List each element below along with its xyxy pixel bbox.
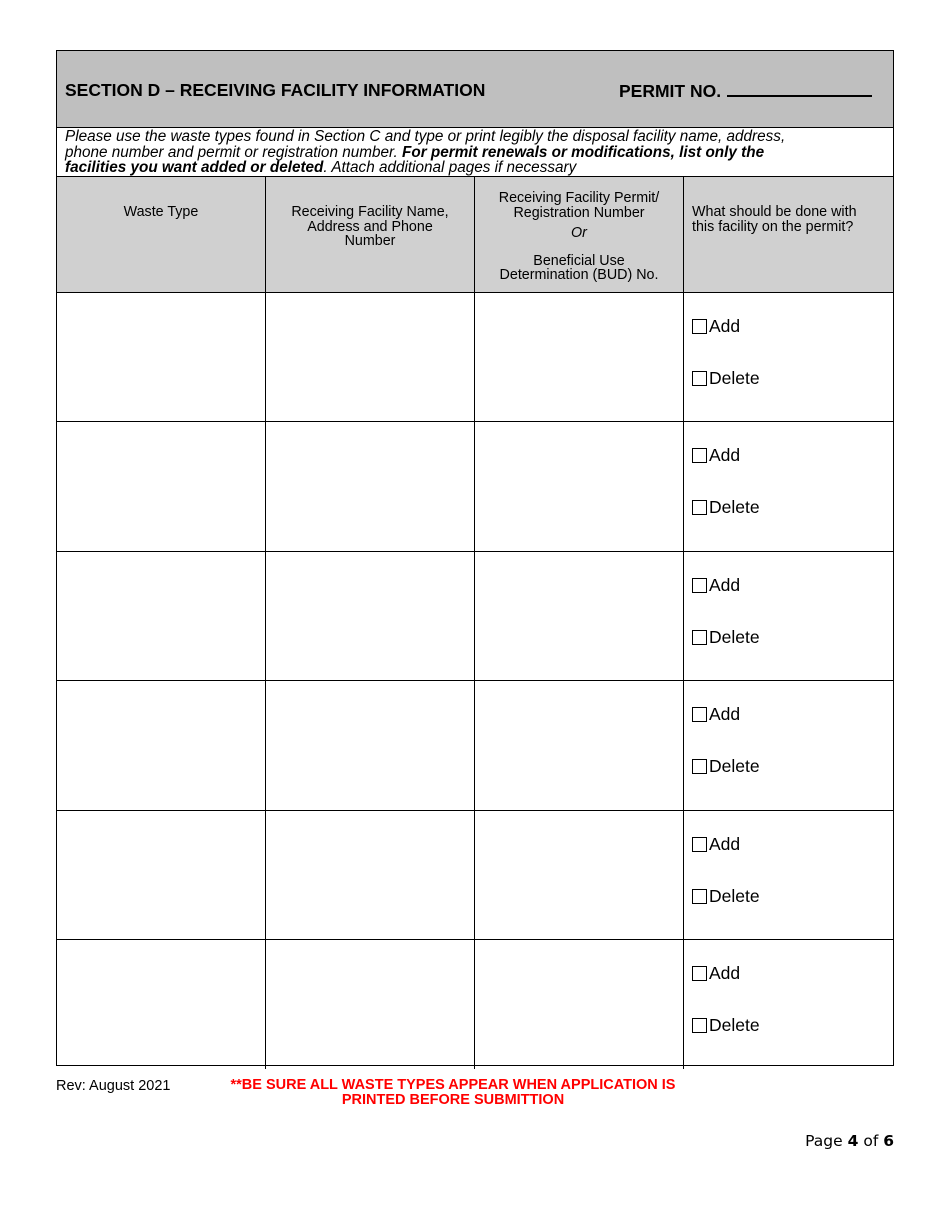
- instructions-line-1: Please use the waste types found in Section C and type or print legibly the disposal facility name, address,: [65, 128, 786, 145]
- action-cell: [684, 422, 893, 550]
- delete-checkbox[interactable]: [692, 630, 707, 645]
- add-label: Add: [709, 445, 741, 466]
- waste-type-cell[interactable]: [57, 811, 266, 939]
- delete-label: Delete: [709, 497, 760, 518]
- facility-name-cell[interactable]: [266, 422, 475, 550]
- add-option[interactable]: [692, 963, 740, 984]
- add-checkbox[interactable]: [692, 319, 707, 334]
- page-current: 4: [847, 1132, 859, 1150]
- header-facility-name: [266, 177, 475, 292]
- add-checkbox[interactable]: [692, 578, 707, 593]
- submission-warning-line-1: **BE SURE ALL WASTE TYPES APPEAR WHEN APPLICATION IS: [230, 1077, 676, 1093]
- section-d-form: [56, 50, 894, 1066]
- header-facility-name-line-2: Address and Phone: [307, 218, 433, 235]
- instructions-line-3: [65, 160, 887, 176]
- facility-name-cell[interactable]: [266, 681, 475, 809]
- add-option[interactable]: [692, 316, 740, 337]
- action-cell: [684, 293, 893, 421]
- instructions: [65, 129, 887, 176]
- page-prefix: Page: [805, 1132, 848, 1150]
- instructions-line-3-emphasis: facilities you want added or deleted: [65, 159, 324, 176]
- instructions-line-2: [65, 145, 887, 161]
- waste-type-cell[interactable]: [57, 422, 266, 550]
- permit-number-field[interactable]: [619, 80, 872, 102]
- add-label: Add: [709, 833, 741, 854]
- section-title: SECTION D – RECEIVING FACILITY INFORMATION: [65, 80, 486, 100]
- header-action-line-1: What should be done with: [692, 204, 857, 220]
- permit-number-cell[interactable]: [475, 293, 684, 421]
- header-action: [684, 177, 893, 292]
- waste-type-cell[interactable]: [57, 940, 266, 1069]
- header-permit-line-2: Registration Number: [513, 204, 645, 221]
- add-option[interactable]: [692, 575, 740, 596]
- add-checkbox[interactable]: [692, 837, 707, 852]
- table-header-row: [57, 177, 893, 293]
- delete-checkbox[interactable]: [692, 759, 707, 774]
- table-row: [57, 940, 893, 1069]
- add-checkbox[interactable]: [692, 707, 707, 722]
- permit-number-cell[interactable]: [475, 681, 684, 809]
- header-permit-line-4: Determination (BUD) No.: [499, 267, 659, 283]
- table-row: [57, 681, 893, 810]
- waste-type-cell[interactable]: [57, 293, 266, 421]
- permit-number-cell[interactable]: [475, 422, 684, 550]
- revision-date: Rev: August 2021: [56, 1078, 171, 1094]
- add-option[interactable]: [692, 445, 740, 466]
- add-label: Add: [709, 316, 741, 336]
- header-permit-line-1: Receiving Facility Permit/: [498, 190, 660, 206]
- waste-type-cell[interactable]: [57, 552, 266, 680]
- add-checkbox[interactable]: [692, 448, 707, 463]
- table-body: [57, 293, 893, 1069]
- delete-checkbox[interactable]: [692, 371, 707, 386]
- waste-type-cell[interactable]: [57, 681, 266, 809]
- delete-option[interactable]: [692, 368, 760, 389]
- permit-number-cell[interactable]: [475, 811, 684, 939]
- delete-option[interactable]: [692, 627, 760, 648]
- delete-option[interactable]: [692, 497, 760, 518]
- table-row: [57, 422, 893, 551]
- table-row: [57, 552, 893, 681]
- header-action-line-2: this facility on the permit?: [692, 218, 854, 235]
- facility-name-cell[interactable]: [266, 940, 475, 1069]
- delete-label: Delete: [709, 885, 760, 906]
- delete-label: Delete: [709, 368, 760, 388]
- delete-option[interactable]: [692, 1015, 760, 1036]
- facility-name-cell[interactable]: [266, 811, 475, 939]
- add-option[interactable]: [692, 704, 740, 725]
- table-row: [57, 811, 893, 940]
- header-facility-name-line-1: Receiving Facility Name,: [291, 204, 449, 220]
- permit-number-cell[interactable]: [475, 552, 684, 680]
- header-permit-line-3: Beneficial Use: [533, 252, 625, 269]
- delete-label: Delete: [709, 1014, 760, 1035]
- header-permit-number: [475, 177, 684, 292]
- submission-warning: [208, 1078, 698, 1107]
- page-number: [805, 1132, 894, 1150]
- header-waste-type: [57, 177, 266, 292]
- action-cell: [684, 552, 893, 680]
- header-facility-name-line-3: Number: [344, 233, 396, 249]
- instructions-line-3-text: . Attach additional pages if necessary: [323, 159, 577, 176]
- delete-checkbox[interactable]: [692, 889, 707, 904]
- action-cell: [684, 681, 893, 809]
- facility-table: [57, 176, 893, 1069]
- add-label: Add: [709, 574, 741, 595]
- action-cell: [684, 811, 893, 939]
- action-cell: [684, 940, 893, 1069]
- facility-name-cell[interactable]: [266, 552, 475, 680]
- table-row: [57, 293, 893, 422]
- add-option[interactable]: [692, 834, 740, 855]
- delete-checkbox[interactable]: [692, 500, 707, 515]
- permit-number-blank[interactable]: [727, 80, 872, 97]
- delete-checkbox[interactable]: [692, 1018, 707, 1033]
- delete-label: Delete: [709, 756, 760, 777]
- add-label: Add: [709, 962, 741, 983]
- delete-option[interactable]: [692, 756, 760, 777]
- submission-warning-line-2: PRINTED BEFORE SUBMITTION: [341, 1091, 565, 1108]
- delete-label: Delete: [709, 626, 760, 647]
- permit-number-cell[interactable]: [475, 940, 684, 1069]
- facility-name-cell[interactable]: [266, 293, 475, 421]
- title-band: [57, 51, 893, 128]
- instructions-line-2-emphasis: For permit renewals or modifications, list only the: [402, 143, 765, 161]
- permit-label: PERMIT NO.: [619, 81, 722, 101]
- add-label: Add: [709, 704, 741, 725]
- page-of: of: [858, 1132, 884, 1150]
- page-total: 6: [883, 1132, 894, 1150]
- header-waste-type-label: Waste Type: [123, 204, 199, 220]
- header-permit-or: Or: [571, 225, 587, 241]
- instructions-line-2-text: phone number and permit or registration number.: [65, 143, 402, 161]
- delete-option[interactable]: [692, 886, 760, 907]
- add-checkbox[interactable]: [692, 966, 707, 981]
